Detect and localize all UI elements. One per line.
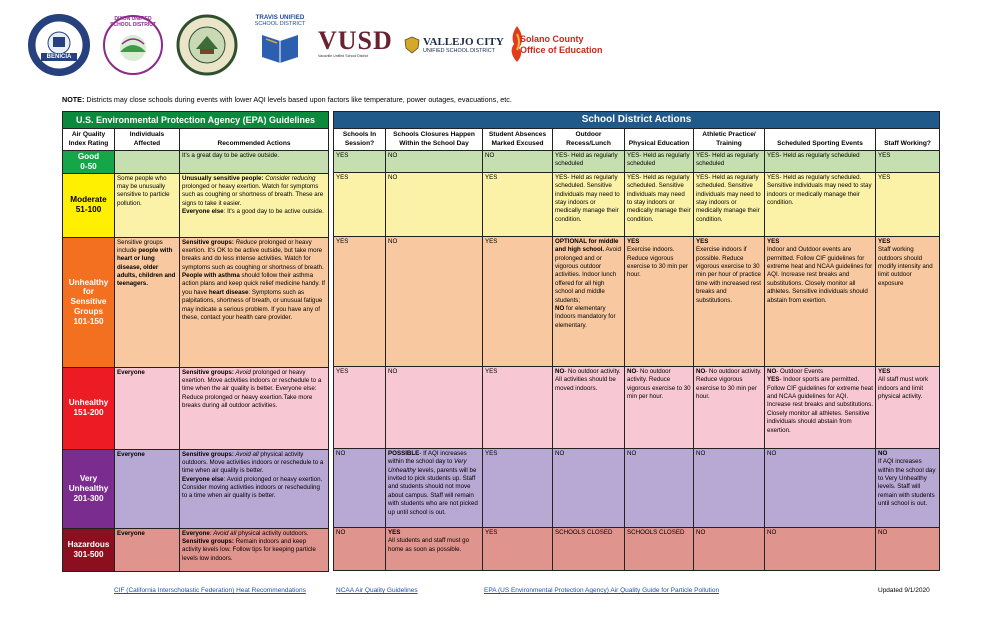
affected-very-unhealthy: Everyone <box>115 449 180 528</box>
pe-usg: YES Exercise indoors. Reduce vigorous exercise to 30 min per hour. <box>625 237 694 367</box>
recess-moderate: YES- Held as regularly scheduled. Sensitive individuals may need to stay indoors or medically manage their condition. <box>553 173 625 237</box>
sporting-moderate: YES- Held as regularly scheduled. Sensitive individuals may need to stay indoors or medically manage their condition. <box>765 173 876 237</box>
school-district-actions-table <box>333 111 940 571</box>
sda-row-moderate <box>334 173 940 237</box>
vallejo-logo <box>404 36 504 66</box>
benicia-logo <box>28 14 90 76</box>
actions-unhealthy: Sensitive groups: Avoid prolonged or heavy exertion. Move activities indoors or reschedule to a time when the air quality is better. Everyone else: Reduce prolonged or heavy exertion.Take more breaks during all outdoor activities. <box>180 367 329 449</box>
col-individuals-affected: Individuals Affected <box>115 129 180 151</box>
pe-good: YES- Held as regularly scheduled <box>625 151 694 173</box>
closures-hazardous: YES All students and staff must go home as soon as possible. <box>386 528 483 571</box>
rating-good: Good 0-50 <box>63 151 115 174</box>
note-label: NOTE: <box>62 95 85 104</box>
ncaa-air-quality-link[interactable]: NCAA Air Quality Guidelines <box>336 587 418 594</box>
vallejo-name-line2: UNIFIED SCHOOL DISTRICT <box>423 48 495 54</box>
absences-hazardous: YES <box>483 528 553 571</box>
staff-good: YES <box>876 151 940 173</box>
epa-row-good <box>63 151 329 174</box>
note-line <box>62 95 512 104</box>
epa-guidelines-table <box>62 111 329 572</box>
col-sporting-events: Scheduled Sporting Events <box>765 129 876 151</box>
staff-hazardous: NO <box>876 528 940 571</box>
epa-table-title: U.S. Environmental Protection Agency (EPA) Guidelines <box>63 112 329 129</box>
footer-link-epa-wrap <box>484 587 719 594</box>
vallejo-name-line1: VALLEJO CITY <box>423 36 504 48</box>
epa-row-unhealthy <box>63 367 329 449</box>
session-very-unhealthy: NO <box>334 449 386 528</box>
vusd-wordmark: VUSD <box>318 26 393 55</box>
col-aqi-rating: Air Quality Index Rating <box>63 129 115 151</box>
solano-name-line2: Office of Education <box>520 45 603 55</box>
travis-name-line1: TRAVIS UNIFIED <box>255 14 305 21</box>
sda-row-unhealthy <box>334 367 940 449</box>
dixon-logo <box>102 14 164 76</box>
actions-hazardous: Everyone: Avoid all physical activity outdoors. Sensitive groups: Remain indoors and keep activity levels low. Follow tips for keeping particle levels low indoors. <box>180 528 329 571</box>
sporting-hazardous: NO <box>765 528 876 571</box>
col-outdoor-recess: Outdoor Recess/Lunch <box>553 129 625 151</box>
footer-link-cif-wrap <box>114 587 306 594</box>
note-text: Districts may close schools during events with lower AQI levels based upon factors like temperature, power outages, evacuations, etc. <box>84 95 512 104</box>
staff-unhealthy: YES All staff must work indoors and limit physical activity. <box>876 367 940 449</box>
travis-name-line2: SCHOOL DISTRICT <box>254 21 306 27</box>
athletic-unhealthy: NO- No outdoor activity. Reduce vigorous exercise to 30 min per hour. <box>694 367 765 449</box>
session-unhealthy: YES <box>334 367 386 449</box>
sporting-good: YES- Held as regularly scheduled <box>765 151 876 173</box>
dixon-label: DIXON UNIFIED SCHOOL DISTRICT <box>110 16 156 28</box>
affected-good <box>115 151 180 174</box>
closures-good: NO <box>386 151 483 173</box>
closures-moderate: NO <box>386 173 483 237</box>
athletic-moderate: YES- Held as regularly scheduled. Sensitive individuals may need to stay indoors or medically manage their condition. <box>694 173 765 237</box>
staff-usg: YES Staff working outdoors should modify intensity and limit outdoor exposure <box>876 237 940 367</box>
solano-flame-icon <box>506 24 528 64</box>
sda-row-usg <box>334 237 940 367</box>
cif-heat-link[interactable]: CIF (California Interscholastic Federation) Heat Recommendations <box>114 587 306 594</box>
solano-name-line1: Solano County <box>520 34 584 44</box>
sda-row-hazardous <box>334 528 940 571</box>
athletic-very-unhealthy: NO <box>694 449 765 528</box>
absences-unhealthy: YES <box>483 367 553 449</box>
sda-row-very-unhealthy <box>334 449 940 528</box>
pe-moderate: YES- Held as regularly scheduled. Sensitive individuals may need to stay indoors or medically manage their condition. <box>625 173 694 237</box>
epa-row-very-unhealthy <box>63 449 329 528</box>
athletic-usg: YES Exercise indoors if possible. Reduce vigorous exercise to 30 min per hour of practice time with increased rest breaks and substitutions. <box>694 237 765 367</box>
rating-moderate: Moderate 51-100 <box>63 173 115 237</box>
athletic-good: YES- Held as regularly scheduled <box>694 151 765 173</box>
session-good: YES <box>334 151 386 173</box>
district-logos <box>28 14 603 76</box>
district-seal-icon <box>176 14 238 76</box>
vusd-subtitle: Vacaville Unified School District <box>318 54 369 58</box>
recess-very-unhealthy: NO <box>553 449 625 528</box>
absences-usg: YES <box>483 237 553 367</box>
recess-unhealthy: NO- No outdoor activity. All activities should be moved indoors. <box>553 367 625 449</box>
epa-row-usg <box>63 237 329 367</box>
epa-row-hazardous <box>63 528 329 571</box>
staff-very-unhealthy: NO If AQI increases within the school day to Very Unhealthy levels. Staff will remain with students until school is out. <box>876 449 940 528</box>
pe-unhealthy: NO- No outdoor activity. Reduce vigorous exercise to 30 min per hour. <box>625 367 694 449</box>
rating-hazardous: Hazardous 301-500 <box>63 528 115 571</box>
staff-moderate: YES <box>876 173 940 237</box>
affected-moderate: Some people who may be unusually sensitive to particle pollution. <box>115 173 180 237</box>
epa-guide-link[interactable]: EPA (US Environmental Protection Agency) Air Quality Guide for Particle Pollution <box>484 587 720 594</box>
col-absences-excused: Student Absences Marked Excused <box>483 129 553 151</box>
rating-very-unhealthy: Very Unhealthy 201-300 <box>63 449 115 528</box>
col-school-closures: Schools Closures Happen Within the School Day <box>386 129 483 151</box>
updated-date: Updated 9/1/2020 <box>878 587 930 594</box>
recess-usg: OPTIONAL for middle and high school. Avoid prolonged and or vigorous outdoor activities. Indoor lunch offered for all high school and middle students; NO for elementary Indoors mandatory for elementary. <box>553 237 625 367</box>
travis-logo <box>250 14 310 76</box>
vusd-logo <box>318 28 398 68</box>
affected-usg: Sensitive groups include people with heart or lung disease, older adults, children and teenagers. <box>115 237 180 367</box>
rating-usg: Unhealthy for Sensitive Groups 101-150 <box>63 237 115 367</box>
sporting-usg: YES Indoor and Outdoor events are permitted. Follow CIF guidelines for extreme heat and NCAA guidelines for AQI. Increase rest breaks and substitutions. Closely monitor all athletes. Sensitive individuals should abstain from exertion. <box>765 237 876 367</box>
session-usg: YES <box>334 237 386 367</box>
sporting-unhealthy: NO- Outdoor Events YES- Indoor sports are permitted. Follow CIF guidelines for extreme heat and NCAA guidelines for AQI. Increase rest breaks and substitutions. Closely monitor all athletes. Sensitive individuals should abstain from exertion. <box>765 367 876 449</box>
rating-unhealthy: Unhealthy 151-200 <box>63 367 115 449</box>
epa-row-moderate <box>63 173 329 237</box>
col-staff-working: Staff Working? <box>876 129 940 151</box>
closures-unhealthy: NO <box>386 367 483 449</box>
actions-good: It's a great day to be active outside. <box>180 151 329 174</box>
absences-good: NO <box>483 151 553 173</box>
closures-very-unhealthy: POSSIBLE- If AQI increases within the school day to Very Unhealthy levels, parents will be invited to pick students up. Staff and students should not move about campus. Staff will remain with students who are not picked up until school is out. <box>386 449 483 528</box>
col-physical-education: Physical Education <box>625 129 694 151</box>
pe-hazardous: SCHOOLS CLOSED <box>625 528 694 571</box>
sporting-very-unhealthy: NO <box>765 449 876 528</box>
recess-good: YES- Held as regularly scheduled <box>553 151 625 173</box>
absences-moderate: YES <box>483 173 553 237</box>
athletic-hazardous: NO <box>694 528 765 571</box>
col-schools-in-session: Schools In Session? <box>334 129 386 151</box>
footer-link-ncaa-wrap <box>336 587 418 594</box>
actions-moderate: Unusually sensitive people: Consider reducing prolonged or heavy exertion. Watch for symptoms such as coughing or shortness of breath. These are signs to take it easier. Everyone else: It's a good day to be active outside. <box>180 173 329 237</box>
affected-hazardous: Everyone <box>115 528 180 571</box>
closures-usg: NO <box>386 237 483 367</box>
recess-hazardous: SCHOOLS CLOSED <box>553 528 625 571</box>
benicia-seal-icon <box>31 17 87 73</box>
fairfield-suisun-logo <box>176 14 238 76</box>
vallejo-shield-icon <box>404 36 420 54</box>
sda-row-good <box>334 151 940 173</box>
travis-book-icon <box>250 27 310 67</box>
actions-usg: Sensitive groups: Reduce prolonged or heavy exertion. It's OK to be active outside, but take more breaks and do less intense activities. Watch for symptoms such as coughing or shortness of breath. People with asthma should follow their asthma action plans and keep quick relief medicine handy. If you have heart disease: Symptoms such as palpitations, shortness of breath, or unusual fatigue may indicate a serious problem. If you have any of these, contact your health care provider. <box>180 237 329 367</box>
affected-unhealthy: Everyone <box>115 367 180 449</box>
absences-very-unhealthy: YES <box>483 449 553 528</box>
sda-table-title: School District Actions <box>334 112 940 129</box>
session-hazardous: NO <box>334 528 386 571</box>
pe-very-unhealthy: NO <box>625 449 694 528</box>
solano-logo <box>506 24 603 70</box>
actions-very-unhealthy: Sensitive groups: Avoid all physical activity outdoors. Move activities indoors or reschedule to a time when air quality is better. Everyone else: Avoid prolonged or heavy exertion. Consider moving activities indoors or rescheduling to a time when air quality is better. <box>180 449 329 528</box>
benicia-label: BENICIA <box>46 54 72 60</box>
col-athletic-practice: Athletic Practice/ Training <box>694 129 765 151</box>
col-recommended-actions: Recommended Actions <box>180 129 329 151</box>
session-moderate: YES <box>334 173 386 237</box>
